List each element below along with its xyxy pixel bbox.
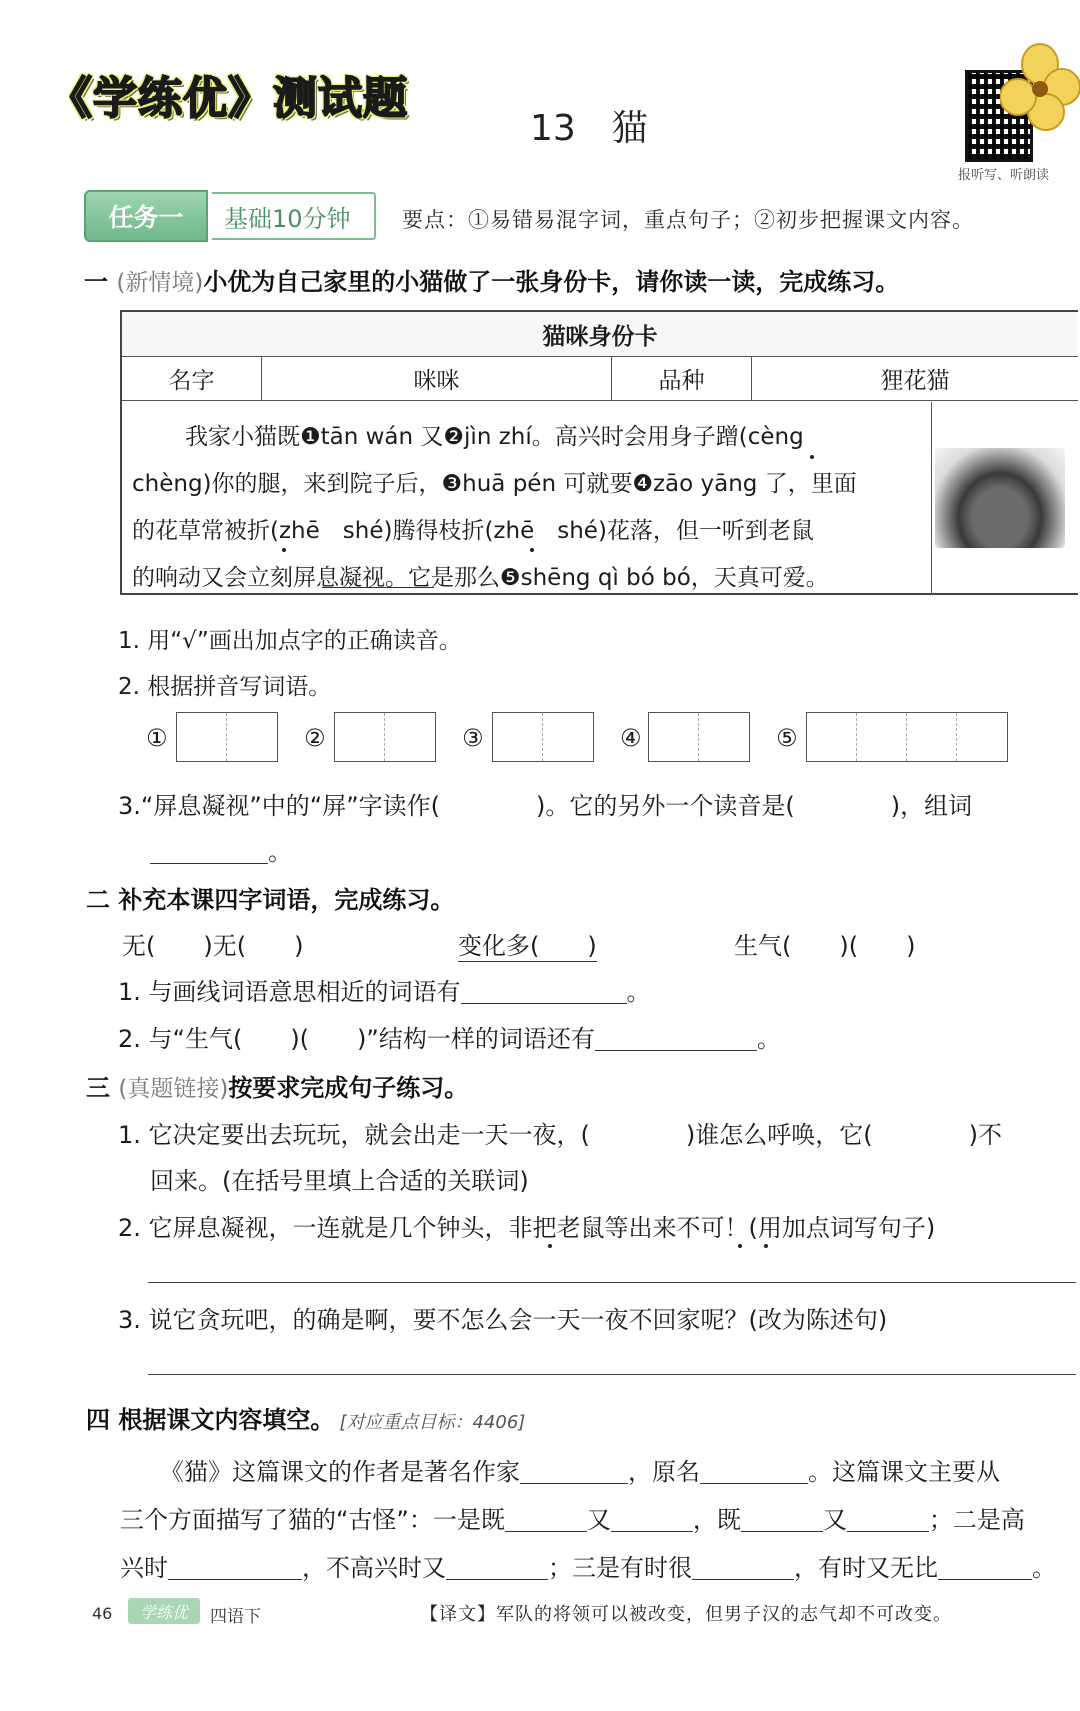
s4-l3a: 兴时 — [120, 1554, 168, 1582]
section-3-tag: (真题链接) — [118, 1076, 229, 1102]
s3-question-3: 3. 说它贪玩吧，的确是啊，要不怎么会一天一夜不回家呢？(改为陈述句) — [118, 1306, 888, 1334]
idiom-1: 无( )无( ) — [122, 932, 304, 960]
footer-logo: 学练优 — [128, 1598, 200, 1624]
s4-l2e: ；二是高 — [928, 1506, 1025, 1534]
answer-line[interactable] — [148, 1374, 1076, 1375]
answer-blank[interactable] — [938, 1579, 1032, 1580]
s1-q3-period: 。 — [268, 838, 292, 866]
s3-question-1-cont: 回来。(在括号里填上合适的关联词) — [150, 1167, 529, 1195]
writing-grid-1[interactable] — [176, 712, 278, 762]
task-duration: 基础10分钟 — [212, 192, 376, 240]
s4-l2b: 又 — [586, 1506, 611, 1534]
answer-line[interactable] — [148, 1282, 1076, 1283]
answer-blank[interactable] — [505, 1531, 587, 1532]
translation-note: 【译文】军队的将领可以被改变，但男子汉的志气却不可改变。 — [420, 1604, 952, 1625]
s4-line-1 — [160, 1452, 1000, 1487]
s4-l1b: ，原名 — [628, 1458, 700, 1486]
section-4-title: 四 根据课文内容填空。 — [86, 1406, 335, 1434]
answer-blank[interactable] — [446, 1579, 548, 1580]
answer-blank[interactable] — [847, 1531, 929, 1532]
cat-photo — [935, 448, 1065, 548]
grid-label-5: ⑤ — [776, 724, 798, 752]
emphasis-dot — [738, 1244, 742, 1248]
answer-blank[interactable] — [692, 1579, 794, 1580]
writing-grid-5[interactable] — [806, 712, 1008, 762]
s4-l3b: ，不高兴时又 — [302, 1554, 446, 1582]
s2-question-2 — [118, 1019, 781, 1054]
s4-l3d: ，有时又无比 — [794, 1554, 938, 1582]
answer-blank[interactable] — [168, 1579, 302, 1580]
card-line-4: 的响动又会立刻屏息凝视。它是那么❺shēng qì bó bó，天真可爱。 — [132, 565, 829, 591]
section-1-tag: (新情境) — [116, 270, 204, 296]
underline-mark — [322, 587, 434, 588]
name-value: 咪咪 — [262, 356, 612, 400]
emphasis-dot — [282, 548, 286, 552]
answer-blank[interactable] — [700, 1483, 808, 1484]
section-3-heading — [86, 1068, 468, 1103]
s4-line-3 — [120, 1548, 1056, 1583]
s2-q1-text: 1. 与画线词语意思相近的词语有 — [118, 978, 461, 1006]
card-line-3: 的花草常被折(zhē shé)腾得枝折(zhē shé)花落，但一听到老鼠 — [132, 518, 814, 544]
s4-l3e: 。 — [1032, 1554, 1056, 1582]
card-info-row — [122, 356, 1078, 401]
lesson-title: 13 猫 — [530, 108, 648, 149]
breed-label: 品种 — [612, 356, 752, 400]
answer-blank[interactable] — [611, 1531, 693, 1532]
section-1-number: 一 — [84, 268, 108, 296]
card-line-2: chèng)你的腿，来到院子后，❸huā pén 可就要❹zāo yāng 了，里面 — [132, 471, 857, 497]
s4-l1c: 。这篇课文主要从 — [808, 1458, 1000, 1486]
answer-blank[interactable] — [520, 1483, 628, 1484]
s1-question-3-end — [150, 832, 292, 867]
section-3-number: 三 — [86, 1074, 110, 1102]
idiom-3: 生气( )( ) — [734, 932, 916, 960]
emphasis-dot — [530, 548, 534, 552]
flower-icon — [1000, 42, 1080, 132]
task-badge: 任务一 — [84, 190, 208, 242]
section-4-heading — [86, 1400, 525, 1435]
qr-caption: 报听写、听朗读 — [958, 168, 1050, 183]
page-number: 46 — [92, 1604, 113, 1623]
s3-question-1: 1. 它决定要出去玩玩，就会出走一天一夜，( )谁怎么呼唤，它( )不 — [118, 1121, 1002, 1149]
s1-question-1: 1. 用“√”画出加点字的正确读音。 — [118, 628, 462, 654]
s2-q2-text: 2. 与“生气( )( )”结构一样的词语还有 — [118, 1025, 595, 1053]
brand-title: 《学练优》测试题 — [48, 73, 408, 124]
answer-blank[interactable] — [461, 1003, 627, 1004]
grid-label-2: ② — [304, 724, 326, 752]
s4-l1a: 《猫》这篇课文的作者是著名作家 — [160, 1458, 520, 1486]
s4-l2c: ，既 — [692, 1506, 741, 1534]
s4-l3c: ；三是有时很 — [548, 1554, 692, 1582]
name-label: 名字 — [122, 356, 262, 400]
s1-question-2: 2. 根据拼音写词语。 — [118, 674, 332, 700]
writing-grid-2[interactable] — [334, 712, 436, 762]
writing-grid-4[interactable] — [648, 712, 750, 762]
section-3-title: 按要求完成句子练习。 — [228, 1074, 469, 1102]
answer-blank[interactable] — [595, 1050, 757, 1051]
emphasis-dot — [810, 455, 814, 459]
grid-label-1: ① — [146, 724, 168, 752]
writing-grid-3[interactable] — [492, 712, 594, 762]
grid-label-3: ③ — [462, 724, 484, 752]
s3-question-2: 2. 它屏息凝视，一连就是几个钟头，非把老鼠等出来不可！(用加点词写句子) — [118, 1214, 936, 1242]
s4-l2a: 三个方面描写了猫的“古怪”：一是既 — [120, 1506, 505, 1534]
emphasis-dot — [764, 1244, 768, 1248]
card-line-1: 我家小猫既❶tān wán 又❷jìn zhí。高兴时会用身子蹭(cèng — [185, 424, 804, 450]
section-1-heading — [84, 262, 899, 297]
idiom-2: 变化多( ) — [458, 926, 597, 962]
section-4-ref: [对应重点目标：4406] — [339, 1412, 526, 1433]
grid-label-4: ④ — [620, 724, 642, 752]
section-2-heading: 二 补充本课四字词语，完成练习。 — [86, 886, 455, 914]
s1-question-3: 3.“屏息凝视”中的“屏”字读作( )。它的另外一个读音是( )，组词 — [118, 792, 973, 820]
emphasis-dot — [548, 1244, 552, 1248]
s4-line-2 — [120, 1500, 1025, 1535]
breed-value: 狸花猫 — [880, 367, 950, 394]
card-title: 猫咪身份卡 — [122, 312, 1078, 357]
key-points: 要点：①易错易混字词，重点句子；②初步把握课文内容。 — [402, 208, 974, 232]
s2-q1-end: 。 — [626, 978, 651, 1006]
s2-question-1 — [118, 972, 651, 1007]
s2-q2-end: 。 — [756, 1025, 781, 1053]
answer-blank[interactable] — [150, 863, 268, 864]
s4-l2d: 又 — [822, 1506, 847, 1534]
answer-blank[interactable] — [741, 1531, 823, 1532]
section-1-title: 小优为自己家里的小猫做了一张身份卡，请你读一读，完成练习。 — [203, 268, 900, 296]
grade-label: 四语下 — [210, 1607, 261, 1627]
